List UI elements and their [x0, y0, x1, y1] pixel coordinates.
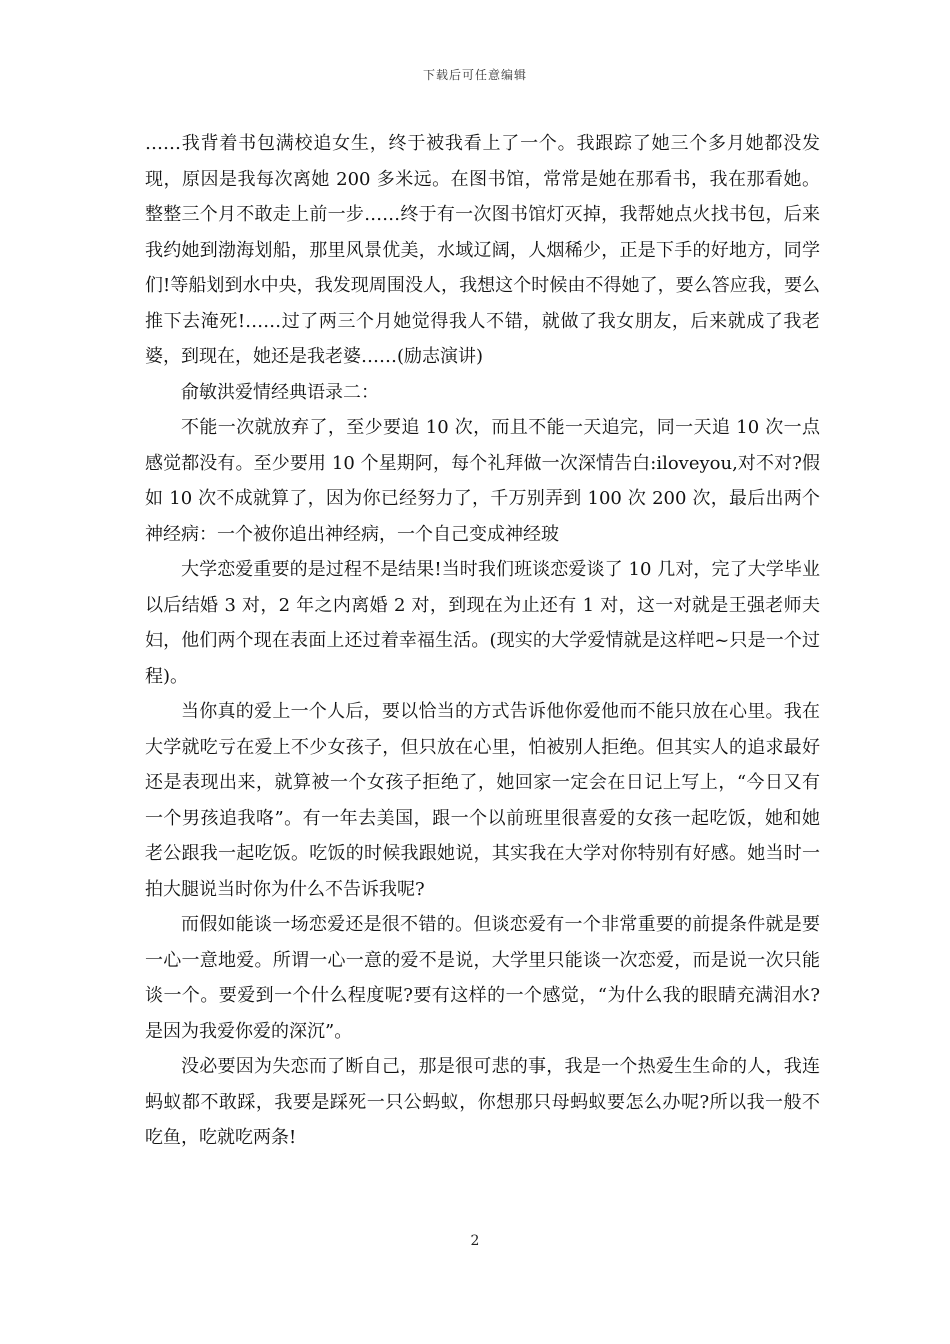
- section-heading: 俞敏洪爱情经典语录二：: [181, 381, 379, 403]
- paragraph-1: ……我背着书包满校追女生，终于被我看上了一个。我跟踪了她三个多月她都没发现，原因是我每次离她 200 多米远。在图书馆，常常是她在那看书，我在那看她。整整三个月不敢走上前一步……终于有一次图书馆灯灭掉，我帮她点火找书包，后来我约她到渤海划船，那里风景优美，水域辽阔，人烟稀少，正是下手的好地方，同学们!等船划到水中央，我发现周围没人，我想这个时候由不得她了，要么答应我，要么推下去淹死!……过了两三个月她觉得我人不错，就做了我女朋友，后来就成了我老婆，到现在，她还是我老婆……(励志演讲): [145, 133, 820, 367]
- page-number: 2: [470, 1233, 480, 1249]
- page-header: 下载后可任意编辑: [422, 68, 527, 82]
- document-body: [145, 126, 820, 1156]
- paragraph-4: 当你真的爱上一个人后，要以恰当的方式告诉他你爱他而不能只放在心里。我在大学就吃亏在爱上不少女孩子，但只放在心里，怕被别人拒绝。但其实人的追求最好还是表现出来，就算被一个女孩子拒绝了，她回家一定会在日记上写上，“今日又有一个男孩追我咯”。有一年去美国，跟一个以前班里很喜爱的女孩一起吃饭，她和她老公跟我一起吃饭。吃饭的时候我跟她说，其实我在大学对你特别有好感。她当时一拍大腿说当时你为什么不告诉我呢?: [145, 701, 820, 900]
- paragraph-5: 而假如能谈一场恋爱还是很不错的。但谈恋爱有一个非常重要的前提条件就是要一心一意地爱。所谓一心一意的爱不是说，大学里只能谈一次恋爱，而是说一次只能谈一个。要爱到一个什么程度呢?要有这样的一个感觉，“为什么我的眼睛充满泪水?是因为我爱你爱的深沉”。: [145, 914, 820, 1042]
- paragraph-3: 大学恋爱重要的是过程不是结果!当时我们班谈恋爱谈了 10 几对，完了大学毕业以后结婚 3 对，2 年之内离婚 2 对，到现在为止还有 1 对，这一对就是王强老师夫妇，他们两个现在表面上还过着幸福生活。(现实的大学爱情就是这样吧~只是一个过程)。: [145, 559, 820, 687]
- paragraph-6: 没必要因为失恋而了断自己，那是很可悲的事，我是一个热爱生生命的人，我连蚂蚁都不敢踩，我要是踩死一只公蚂蚁，你想那只母蚂蚁要怎么办呢?所以我一般不吃鱼，吃就吃两条!: [145, 1056, 820, 1148]
- paragraph-2: 不能一次就放弃了，至少要追 10 次，而且不能一天追完，同一天追 10 次一点感觉都没有。至少要用 10 个星期阿，每个礼拜做一次深情告白:iloveyou,对不对?假如 10 次不成就算了，因为你已经努力了，千万别弄到 100 次 200 次，最后出两个神经病：一个被你追出神经病，一个自己变成神经玻: [145, 417, 820, 545]
